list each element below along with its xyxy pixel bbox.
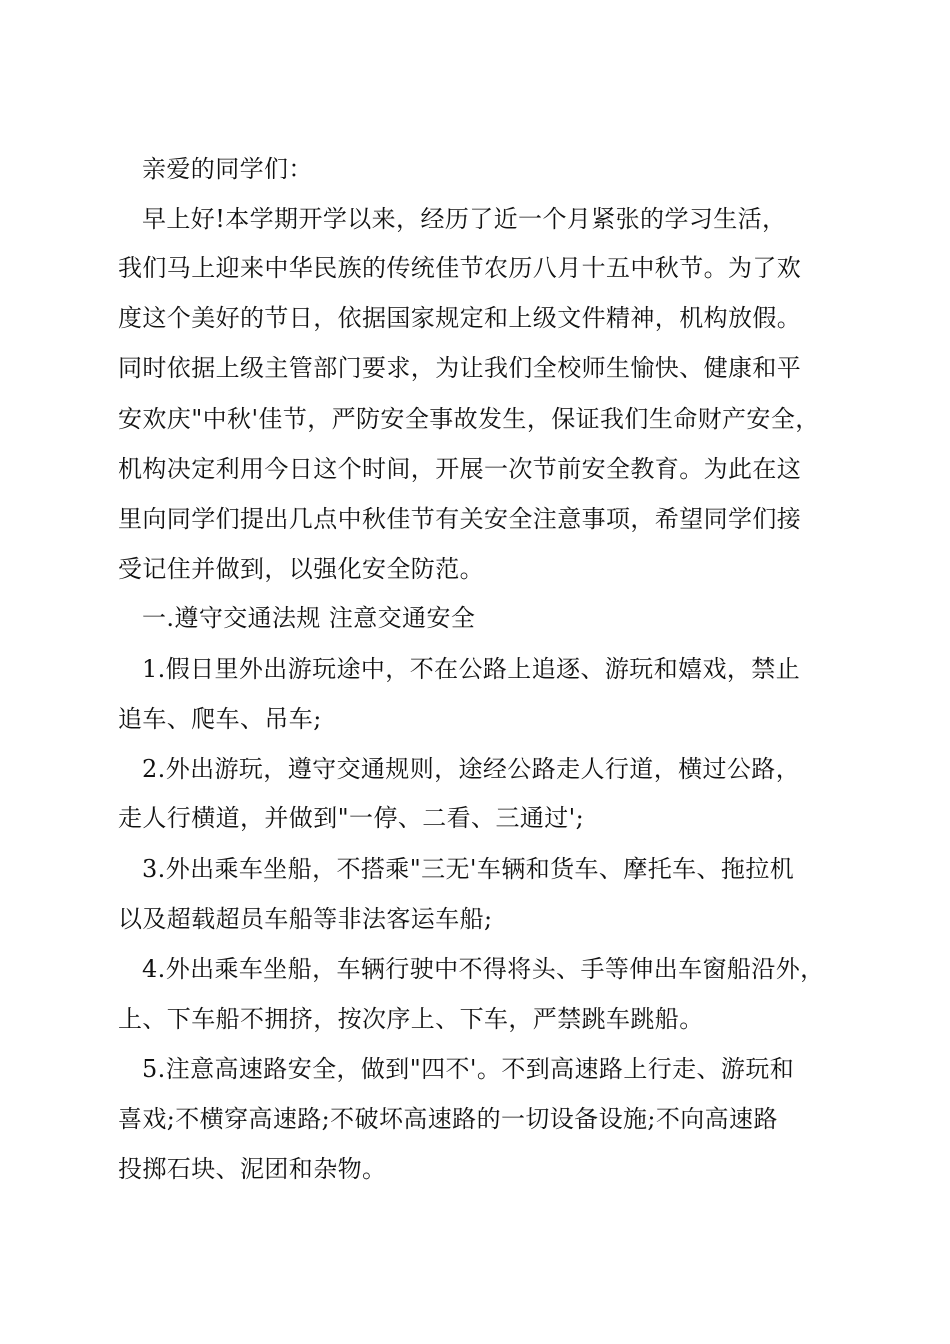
greeting-line: 亲爱的同学们： xyxy=(142,155,313,183)
list-item-line: 投掷石块、泥团和杂物。 xyxy=(118,1155,387,1183)
list-item-line: 走人行横道，并做到"一停、二看、三通过'; xyxy=(118,804,585,832)
list-item-line: 1.假日里外出游玩途中，不在公路上追逐、游玩和嬉戏，禁止 xyxy=(142,655,801,683)
paragraph-line: 我们马上迎来中华民族的传统佳节农历八月十五中秋节。为了欢 xyxy=(118,254,802,282)
list-item-line: 上、下车船不拥挤，按次序上、下车，严禁跳车跳船。 xyxy=(118,1005,704,1033)
paragraph-line: 同时依据上级主管部门要求，为让我们全校师生愉快、健康和平 xyxy=(118,354,802,382)
paragraph-line: 安欢庆"中秋'佳节，严防安全事故发生，保证我们生命财产安全， xyxy=(118,405,820,433)
paragraph-line: 机构决定利用今日这个时间，开展一次节前安全教育。为此在这 xyxy=(118,455,802,483)
list-item-line: 3.外出乘车坐船，不搭乘"三无'车辆和货车、摩托车、拖拉机 xyxy=(142,855,795,883)
paragraph-line: 度这个美好的节日，依据国家规定和上级文件精神，机构放假。 xyxy=(118,304,802,332)
list-item-line: 4.外出乘车坐船，车辆行驶中不得将头、手等伸出车窗船沿外， xyxy=(142,955,825,983)
list-item-line: 2.外出游玩，遵守交通规则，途经公路走人行道，横过公路， xyxy=(142,755,801,783)
list-item-line: 以及超载超员车船等非法客运车船; xyxy=(118,905,493,933)
list-item-line: 5.注意高速路安全，做到"四不'。不到高速路上行走、游玩和 xyxy=(142,1055,795,1083)
paragraph-line: 受记住并做到，以强化安全防范。 xyxy=(118,555,484,583)
list-item-line: 喜戏;不横穿高速路;不破坏高速路的一切设备设施;不向高速路 xyxy=(118,1105,778,1133)
list-item-line: 追车、爬车、吊车; xyxy=(118,705,322,733)
section-heading: 一.遵守交通法规 注意交通安全 xyxy=(142,604,476,632)
paragraph-line: 里向同学们提出几点中秋佳节有关安全注意事项，希望同学们接 xyxy=(118,505,802,533)
paragraph-line: 早上好!本学期开学以来，经历了近一个月紧张的学习生活， xyxy=(142,205,787,233)
